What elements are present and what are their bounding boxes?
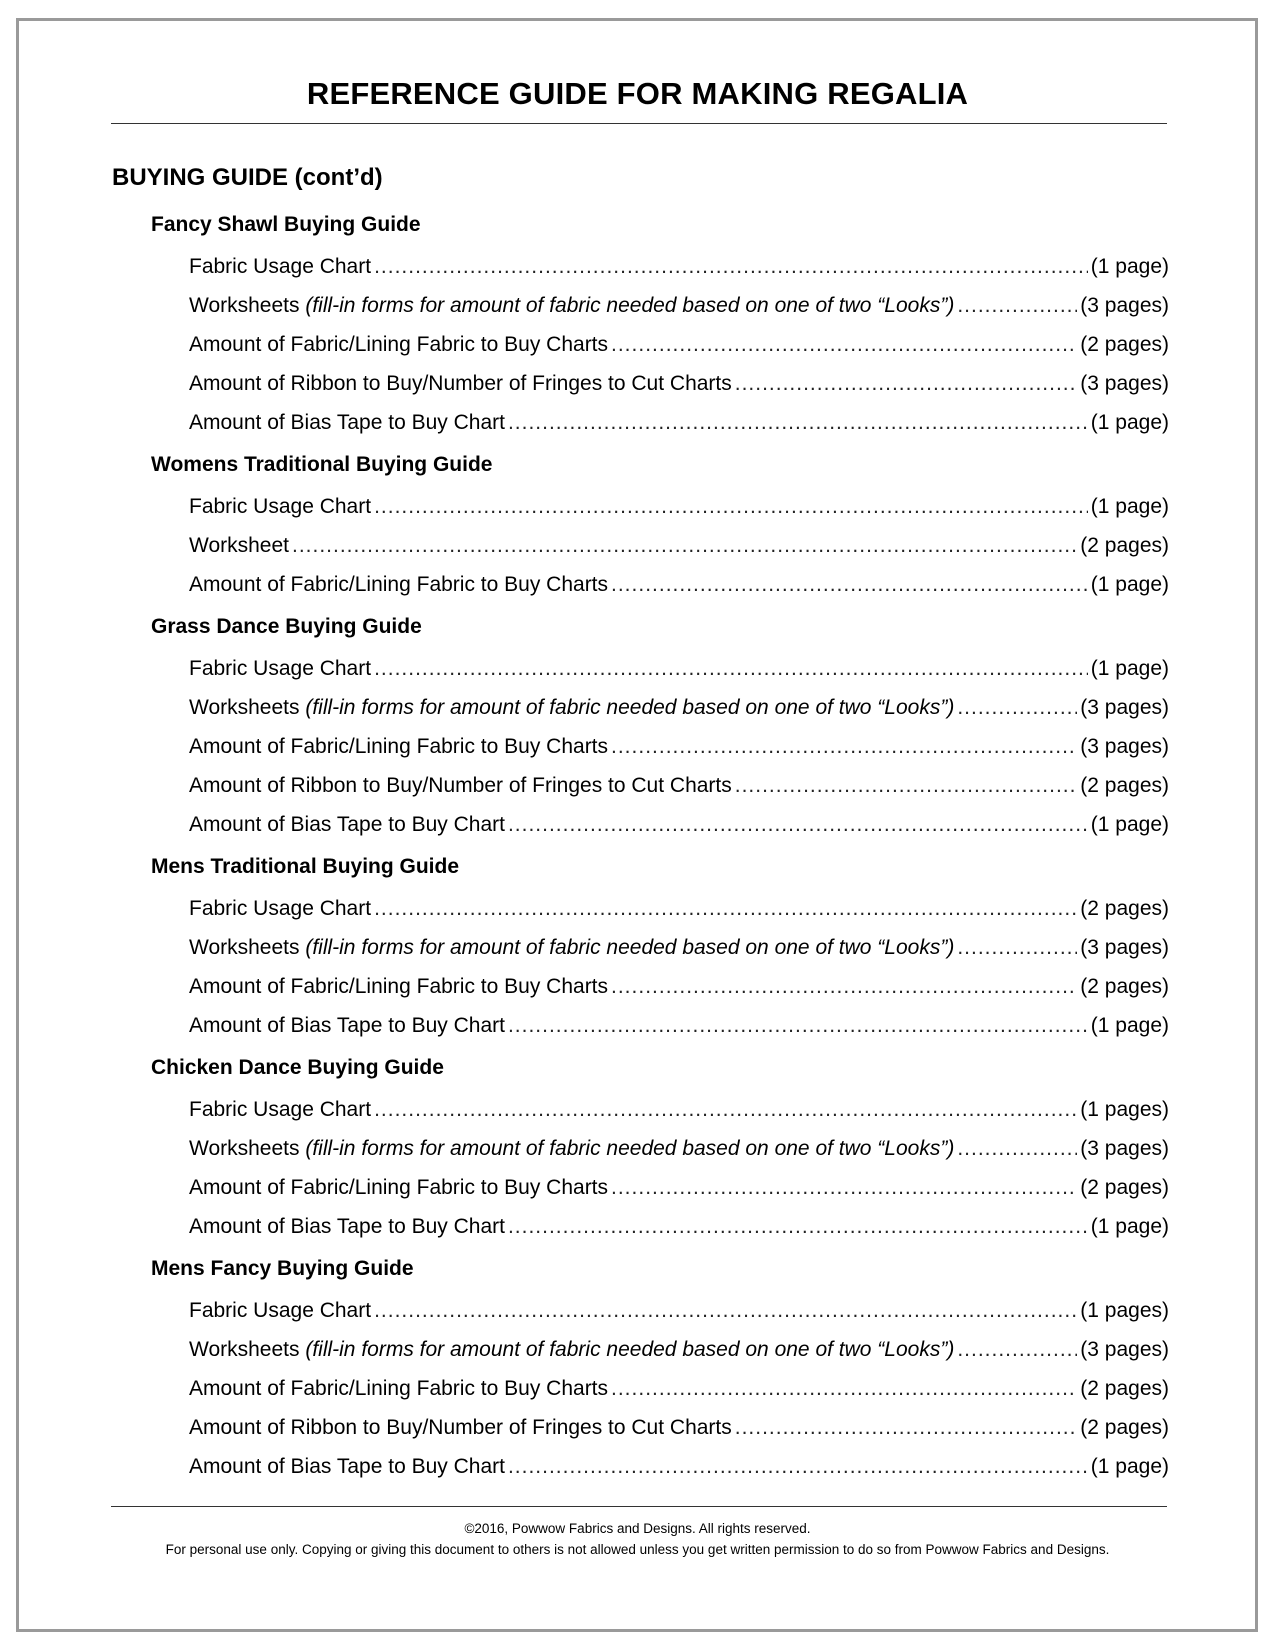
toc-entry-label: Fabric Usage Chart [189, 657, 372, 680]
toc-entry [189, 291, 1169, 330]
guide-heading: Fancy Shawl Buying Guide [151, 213, 421, 236]
toc-entry-pages: (2 pages) [1080, 975, 1169, 998]
toc-entry-pages: (1 pages) [1080, 1299, 1169, 1322]
toc-entry-label: Amount of Bias Tape to Buy Chart [189, 411, 505, 434]
toc-entry-note: (fill-in forms for amount of fabric needed based on one of two “Looks”) [305, 936, 955, 959]
toc-entry-note: (fill-in forms for amount of fabric needed based on one of two “Looks”) [305, 696, 955, 719]
table-of-contents [111, 210, 1167, 1494]
dot-leader [508, 408, 1088, 438]
guide-group [111, 1254, 1167, 1491]
toc-entry-title [189, 1011, 505, 1041]
toc-entry-label: Amount of Ribbon to Buy/Number of Fringes to Cut Charts [189, 774, 732, 797]
toc-entry-label: Worksheets [189, 1338, 306, 1361]
toc-entry-title [189, 732, 608, 762]
toc-entry-title [189, 654, 371, 684]
toc-entry-label: Amount of Bias Tape to Buy Chart [189, 1014, 505, 1037]
toc-entry-pages: (3 pages) [1080, 1137, 1169, 1160]
toc-entry [189, 972, 1169, 1011]
toc-entry [189, 693, 1169, 732]
toc-entry-title [189, 972, 608, 1002]
dot-leader [611, 1173, 1077, 1203]
guide-group [111, 450, 1167, 609]
toc-entry-label: Fabric Usage Chart [189, 255, 372, 278]
toc-entry-pages: (1 page) [1090, 1014, 1169, 1037]
toc-entry [189, 1296, 1169, 1335]
section-title: BUYING GUIDE (cont’d) [112, 164, 383, 191]
footer-notice: For personal use only. Copying or giving this document to others is not allowed unless you get written permission to do so from Powwow Fabrics and Designs. [165, 1542, 1110, 1557]
toc-entry-pages: (1 page) [1090, 657, 1169, 680]
toc-entry-label: Worksheets [189, 294, 306, 317]
toc-entry [189, 570, 1169, 609]
toc-entry-title [189, 1134, 954, 1164]
toc-entry-pages: (3 pages) [1080, 696, 1169, 719]
footer [0, 1518, 1275, 1560]
toc-entry-title [189, 531, 289, 561]
toc-entry [189, 408, 1169, 447]
toc-entry-title [189, 291, 954, 321]
toc-entry-pages: (3 pages) [1080, 372, 1169, 395]
toc-entry-note: (fill-in forms for amount of fabric needed based on one of two “Looks”) [305, 1338, 955, 1361]
toc-entry-title [189, 330, 608, 360]
dot-leader [957, 693, 1077, 723]
dot-leader [374, 1296, 1077, 1326]
document-title: REFERENCE GUIDE FOR MAKING REGALIA [306, 76, 969, 111]
dot-leader [957, 933, 1077, 963]
dot-leader [957, 1134, 1077, 1164]
dot-leader [508, 1452, 1088, 1482]
toc-entry [189, 1452, 1169, 1491]
toc-entry-note: (fill-in forms for amount of fabric needed based on one of two “Looks”) [305, 294, 955, 317]
toc-entry-pages: (1 page) [1090, 1455, 1169, 1478]
dot-leader [611, 972, 1077, 1002]
dot-leader [374, 1095, 1077, 1125]
dot-leader [508, 1212, 1088, 1242]
toc-entry-note: (fill-in forms for amount of fabric needed based on one of two “Looks”) [305, 1137, 955, 1160]
toc-entry [189, 1173, 1169, 1212]
toc-entry-title [189, 1095, 371, 1125]
toc-entry-title [189, 1452, 505, 1482]
guide-heading: Mens Traditional Buying Guide [151, 855, 460, 878]
toc-entry-title [189, 894, 371, 924]
footer-copyright: ©2016, Powwow Fabrics and Designs. All rights reserved. [464, 1521, 811, 1536]
toc-entry-title [189, 1335, 954, 1365]
guide-heading: Grass Dance Buying Guide [151, 615, 422, 638]
toc-entry [189, 252, 1169, 291]
dot-leader [611, 570, 1088, 600]
toc-entry-pages: (3 pages) [1080, 1338, 1169, 1361]
toc-entry-pages: (2 pages) [1080, 897, 1169, 920]
toc-entry [189, 732, 1169, 771]
toc-entry-label: Amount of Fabric/Lining Fabric to Buy Charts [189, 573, 609, 596]
toc-entry [189, 369, 1169, 408]
toc-entry-title [189, 492, 371, 522]
toc-entry-label: Amount of Ribbon to Buy/Number of Fringes to Cut Charts [189, 1416, 732, 1439]
toc-entry [189, 894, 1169, 933]
toc-entry-label: Amount of Bias Tape to Buy Chart [189, 1455, 505, 1478]
toc-entry-pages: (1 page) [1090, 495, 1169, 518]
toc-entry-label: Amount of Bias Tape to Buy Chart [189, 1215, 505, 1238]
toc-entry-title [189, 1212, 505, 1242]
toc-entry-pages: (2 pages) [1080, 774, 1169, 797]
toc-entry-title [189, 1413, 732, 1443]
toc-entry-label: Amount of Fabric/Lining Fabric to Buy Charts [189, 333, 609, 356]
toc-entry-pages: (1 pages) [1080, 1098, 1169, 1121]
dot-leader [957, 291, 1077, 321]
toc-entry-pages: (2 pages) [1080, 1377, 1169, 1400]
toc-entry-title [189, 771, 732, 801]
dot-leader [292, 531, 1077, 561]
toc-entry-pages: (2 pages) [1080, 1176, 1169, 1199]
dot-leader [735, 369, 1078, 399]
toc-entry [189, 1374, 1169, 1413]
toc-entry-title [189, 693, 954, 723]
dot-leader [957, 1335, 1077, 1365]
toc-entry [189, 1212, 1169, 1251]
toc-entry-pages: (2 pages) [1080, 333, 1169, 356]
toc-entry [189, 492, 1169, 531]
toc-entry [189, 330, 1169, 369]
toc-entry-label: Amount of Fabric/Lining Fabric to Buy Charts [189, 975, 609, 998]
toc-entry-label: Worksheets [189, 1137, 306, 1160]
toc-entry-title [189, 570, 608, 600]
toc-entry-pages: (3 pages) [1080, 294, 1169, 317]
guide-group [111, 612, 1167, 849]
toc-entry [189, 933, 1169, 972]
dot-leader [611, 1374, 1077, 1404]
title-divider [111, 123, 1167, 124]
toc-entry-pages: (1 page) [1090, 411, 1169, 434]
toc-entry-label: Worksheets [189, 936, 306, 959]
toc-entry [189, 1335, 1169, 1374]
toc-entry [189, 1095, 1169, 1134]
toc-entry-pages: (2 pages) [1080, 1416, 1169, 1439]
dot-leader [735, 771, 1078, 801]
footer-divider [111, 1506, 1167, 1507]
toc-entry [189, 810, 1169, 849]
guide-group [111, 852, 1167, 1050]
toc-entry-pages: (3 pages) [1080, 735, 1169, 758]
toc-entry [189, 531, 1169, 570]
toc-entry-label: Amount of Fabric/Lining Fabric to Buy Charts [189, 1377, 609, 1400]
toc-entry-pages: (1 page) [1090, 1215, 1169, 1238]
dot-leader [735, 1413, 1078, 1443]
toc-entry [189, 1134, 1169, 1173]
toc-entry-pages: (3 pages) [1080, 936, 1169, 959]
toc-entry-title [189, 369, 732, 399]
dot-leader [611, 732, 1077, 762]
dot-leader [611, 330, 1077, 360]
toc-entry-label: Fabric Usage Chart [189, 897, 372, 920]
toc-entry-label: Worksheet [189, 534, 289, 557]
toc-entry-label: Amount of Fabric/Lining Fabric to Buy Charts [189, 1176, 609, 1199]
toc-entry-title [189, 810, 505, 840]
toc-entry [189, 1413, 1169, 1452]
guide-heading: Womens Traditional Buying Guide [151, 453, 493, 476]
toc-entry-label: Worksheets [189, 696, 306, 719]
toc-entry [189, 1011, 1169, 1050]
dot-leader [374, 894, 1077, 924]
toc-entry-label: Amount of Fabric/Lining Fabric to Buy Charts [189, 735, 609, 758]
toc-entry-title [189, 1173, 608, 1203]
toc-entry-label: Fabric Usage Chart [189, 1299, 372, 1322]
toc-entry-pages: (2 pages) [1080, 534, 1169, 557]
toc-entry-pages: (1 page) [1090, 813, 1169, 836]
toc-entry-title [189, 408, 505, 438]
dot-leader [374, 252, 1088, 282]
toc-entry-title [189, 252, 371, 282]
dot-leader [508, 1011, 1088, 1041]
guide-heading: Chicken Dance Buying Guide [151, 1056, 444, 1079]
toc-entry-title [189, 1296, 371, 1326]
guide-group [111, 210, 1167, 447]
guide-heading: Mens Fancy Buying Guide [151, 1257, 414, 1280]
toc-entry [189, 654, 1169, 693]
toc-entry-label: Fabric Usage Chart [189, 495, 372, 518]
dot-leader [374, 654, 1088, 684]
toc-entry [189, 771, 1169, 810]
dot-leader [374, 492, 1088, 522]
toc-entry-label: Amount of Bias Tape to Buy Chart [189, 813, 505, 836]
toc-entry-pages: (1 page) [1090, 573, 1169, 596]
toc-entry-label: Amount of Ribbon to Buy/Number of Fringes to Cut Charts [189, 372, 732, 395]
dot-leader [508, 810, 1088, 840]
toc-entry-pages: (1 page) [1090, 255, 1169, 278]
guide-group [111, 1053, 1167, 1251]
toc-entry-title [189, 1374, 608, 1404]
toc-entry-title [189, 933, 954, 963]
toc-entry-label: Fabric Usage Chart [189, 1098, 372, 1121]
